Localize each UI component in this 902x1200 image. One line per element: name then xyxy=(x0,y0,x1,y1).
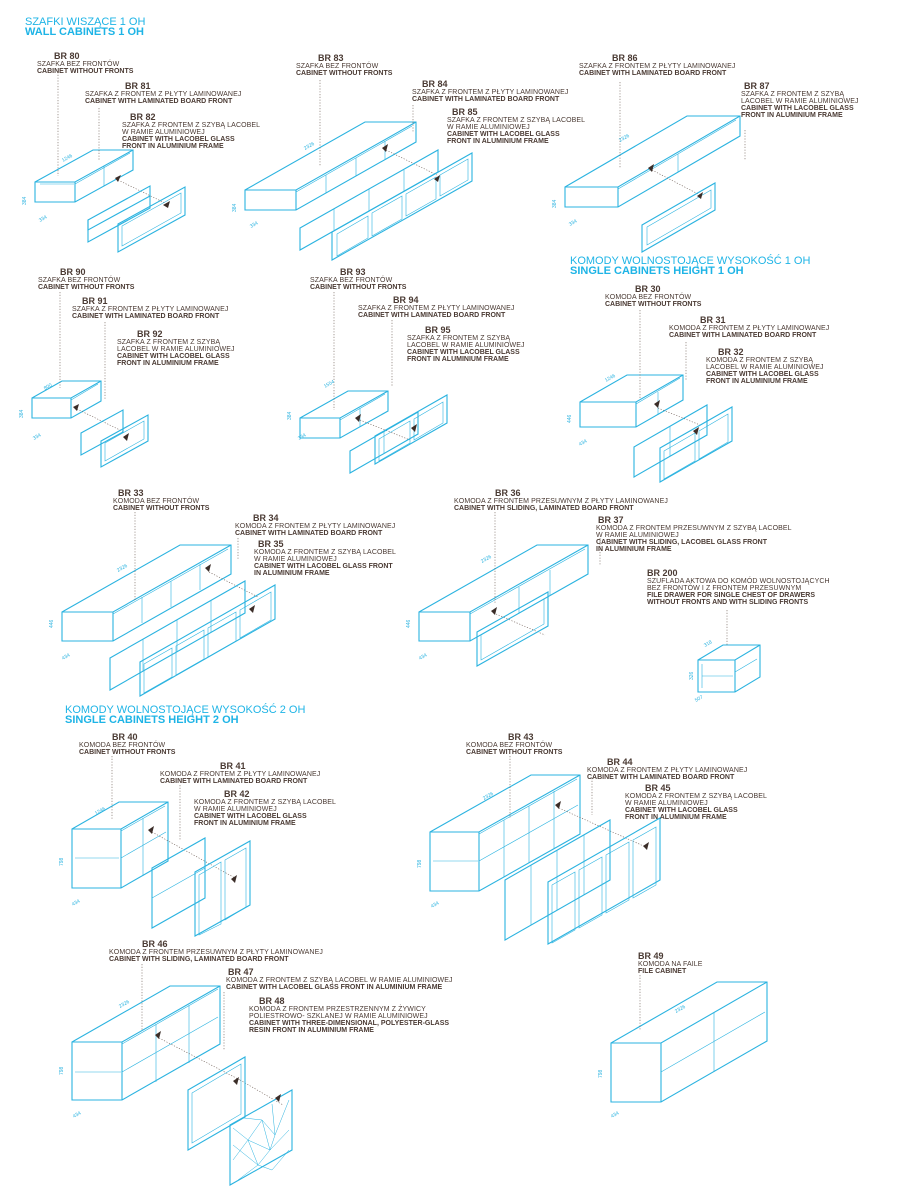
product-code: BR 45 xyxy=(645,783,671,793)
description-pl: KOMODA Z FRONTEM Z SZYBĄ LACOBEL xyxy=(254,549,397,556)
front-br92 xyxy=(101,415,148,467)
description-en: FRONT IN ALUMINIUM FRAME xyxy=(625,814,727,821)
product-code: BR 92 xyxy=(137,329,163,339)
description-pl: LACOBEL W RAMIE ALUMINIOWEJ xyxy=(407,342,525,349)
description-pl: SZAFKA Z FRONTEM Z SZYBĄ LACOBEL xyxy=(122,122,261,129)
front-br84 xyxy=(300,150,438,250)
product-code: BR 85 xyxy=(452,107,478,117)
description-pl: KOMODA Z FRONTEM Z PŁYTY LAMINOWANEJ xyxy=(587,767,748,774)
description-pl: KOMODA Z FRONTEM Z PŁYTY LAMINOWANEJ xyxy=(235,523,396,530)
cabinet-br93 xyxy=(300,292,410,440)
drawer-br200 xyxy=(698,610,760,692)
description-en: CABINET WITH LAMINATED BOARD FRONT xyxy=(587,774,735,781)
front-br45 xyxy=(548,818,660,944)
description-en: FRONT IN ALUMINIUM FRAME xyxy=(407,356,509,363)
description-pl: SZAFKA Z FRONTEM Z SZYBĄ xyxy=(117,339,221,346)
product-code: BR 40 xyxy=(112,732,138,742)
cabinet-br86 xyxy=(565,82,745,207)
description-en: CABINET WITH LACOBEL GLASS xyxy=(117,353,230,360)
description-pl: SZAFKA Z FRONTEM Z PŁYTY LAMINOWANEJ xyxy=(358,305,515,312)
description-en: CABINET WITHOUT FRONTS xyxy=(79,749,176,756)
front-br35 xyxy=(140,585,275,696)
description-pl: LACOBEL W RAMIE ALUMINIOWEJ xyxy=(117,346,235,353)
dimension-label: 334 xyxy=(38,214,49,224)
dimension-label: 434 xyxy=(418,652,429,662)
arrow-icon xyxy=(643,842,649,850)
dimension-label: 798 xyxy=(59,1066,65,1075)
description-en: CABINET WITHOUT FRONTS xyxy=(605,301,702,308)
description-pl: SZAFKA BEZ FRONTÓW xyxy=(310,277,393,284)
description-en: CABINET WITH LAMINATED BOARD FRONT xyxy=(358,312,506,319)
front-br34 xyxy=(110,581,245,690)
dimension-label: 384 xyxy=(232,203,238,212)
description-en: CABINET WITH LACOBEL GLASS xyxy=(625,807,738,814)
description-pl: KOMODA Z FRONTEM PRZESUWNYM Z SZYBĄ LACOBEL xyxy=(596,525,792,532)
dimension-label: 434 xyxy=(61,652,72,662)
product-code: BR 91 xyxy=(82,296,108,306)
dimension-label: 2326 xyxy=(480,553,493,565)
product-code: BR 80 xyxy=(54,51,80,61)
front-br44 xyxy=(505,820,610,940)
dimension-label: 434 xyxy=(430,900,441,910)
front-br85 xyxy=(332,153,472,260)
description-pl: W RAMIE ALUMINIOWEJ xyxy=(625,800,708,807)
arrow-icon xyxy=(654,400,660,408)
product-code: BR 44 xyxy=(607,757,633,767)
section-title-en: WALL CABINETS 1 OH xyxy=(25,26,144,38)
dimension-label: 2326 xyxy=(482,790,495,802)
product-code: BR 87 xyxy=(744,81,770,91)
dimension-label: 446 xyxy=(406,619,412,628)
arrow-icon xyxy=(73,404,79,411)
description-pl: W RAMIE ALUMINIOWEJ xyxy=(122,129,205,136)
description-en: WITHOUT FRONTS AND WITH SLIDING FRONTS xyxy=(647,599,809,606)
description-en: CABINET WITH LAMINATED BOARD FRONT xyxy=(235,530,383,537)
cabinet-br30 xyxy=(580,310,700,427)
cabinet-br36 xyxy=(419,512,600,641)
dimension-label: 384 xyxy=(287,411,293,420)
description-en: CABINET WITH LACOBEL GLASS xyxy=(741,105,854,112)
description-en: CABINET WITHOUT FRONTS xyxy=(113,505,210,512)
section-title-pl: KOMODY WOLNOSTOJĄCE WYSOKOŚĆ 2 OH xyxy=(65,704,306,716)
description-en: IN ALUMINIUM FRAME xyxy=(254,570,330,577)
cabinet-br46 xyxy=(72,964,283,1105)
arrow-icon xyxy=(205,564,211,572)
dimension-label: 318 xyxy=(703,639,714,649)
product-code: BR 86 xyxy=(612,53,638,63)
description-en: CABINET WITH LACOBEL GLASS xyxy=(447,131,560,138)
dimension-label: 384 xyxy=(19,409,25,418)
product-code: BR 46 xyxy=(142,939,168,949)
description-pl: SZAFKA BEZ FRONTÓW xyxy=(296,63,379,70)
description-en: CABINET WITH THREE-DIMENSIONAL, POLYESTER-GLASS xyxy=(249,1020,450,1027)
product-code: BR 47 xyxy=(228,967,254,977)
front-br81 xyxy=(88,186,150,242)
cabinet-br90 xyxy=(32,292,124,432)
description-pl: W RAMIE ALUMINIOWEJ xyxy=(596,532,679,539)
product-code: BR 200 xyxy=(647,568,678,578)
cabinet-br43 xyxy=(430,756,648,891)
description-en: CABINET WITH SLIDING, LAMINATED BOARD FRONT xyxy=(454,505,634,512)
dimension-label: 1246 xyxy=(604,372,617,384)
cabinet-br49 xyxy=(611,975,767,1102)
description-pl: KOMODA Z FRONTEM Z SZYBĄ LACOBEL xyxy=(194,799,337,806)
product-code: BR 49 xyxy=(638,951,664,961)
dimension-label: 326 xyxy=(689,671,695,680)
description-pl: KOMODA BEZ FRONTÓW xyxy=(466,742,553,749)
description-en: FRONT IN ALUMINIUM FRAME xyxy=(117,360,219,367)
description-pl: KOMODA Z FRONTEM Z PŁYTY LAMINOWANEJ xyxy=(669,325,830,332)
description-pl: SZAFKA BEZ FRONTÓW xyxy=(37,61,120,68)
description-pl: KOMODA Z FRONTEM Z SZYBĄ LACOBEL W RAMIE ALUMINIOWEJ xyxy=(226,977,453,984)
description-en: FRONT IN ALUMINIUM FRAME xyxy=(741,112,843,119)
description-en: CABINET WITH LAMINATED BOARD FRONT xyxy=(72,313,220,320)
dimension-label: 434 xyxy=(72,1110,83,1120)
product-code: BR 95 xyxy=(425,325,451,335)
description-en: CABINET WITH LACOBEL GLASS xyxy=(407,349,520,356)
product-code: BR 81 xyxy=(125,81,151,91)
product-code: BR 30 xyxy=(635,284,661,294)
dimension-label: 446 xyxy=(567,414,573,423)
dimension-label: 507 xyxy=(694,694,705,704)
description-en: CABINET WITH LAMINATED BOARD FRONT xyxy=(412,96,560,103)
description-pl: W RAMIE ALUMINIOWEJ xyxy=(194,806,277,813)
description-pl: SZAFKA Z FRONTEM Z SZYBĄ LACOBEL xyxy=(447,117,586,124)
product-code: BR 84 xyxy=(422,79,448,89)
description-pl: SZAFKA Z FRONTEM Z PŁYTY LAMINOWANEJ xyxy=(85,91,242,98)
description-en: CABINET WITHOUT FRONTS xyxy=(37,68,134,75)
dimension-label: 384 xyxy=(22,196,28,205)
dimension-label: 384 xyxy=(552,199,558,208)
description-pl: KOMODA BEZ FRONTÓW xyxy=(113,498,200,505)
product-code: BR 32 xyxy=(718,347,744,357)
product-code: BR 93 xyxy=(340,267,366,277)
description-pl: BEZ FRONTÓW I Z FRONTEM PRZESUWNYM xyxy=(647,585,802,592)
description-en: CABINET WITH LACOBEL GLASS xyxy=(122,136,235,143)
description-en: CABINET WITH LAMINATED BOARD FRONT xyxy=(579,70,727,77)
description-pl: KOMODA Z FRONTEM PRZESTRZENNYM Z ŻYWICY xyxy=(249,1006,426,1013)
dimension-label: 334 xyxy=(249,220,260,230)
arrow-icon xyxy=(123,433,129,441)
cabinet-br33 xyxy=(62,512,258,641)
dimension-label: 798 xyxy=(598,1069,604,1078)
product-code: BR 41 xyxy=(220,761,246,771)
product-code: BR 83 xyxy=(318,53,344,63)
product-code: BR 35 xyxy=(258,539,284,549)
description-en: CABINET WITH LACOBEL GLASS FRONT xyxy=(254,563,393,570)
front-br41 xyxy=(152,838,205,928)
dimension-label: 334 xyxy=(568,218,579,228)
description-pl: W RAMIE ALUMINIOWEJ xyxy=(447,124,530,131)
description-pl: SZAFKA BEZ FRONTÓW xyxy=(38,277,121,284)
cabinet-br83 xyxy=(245,80,437,210)
description-en: CABINET WITHOUT FRONTS xyxy=(38,284,135,291)
product-code: BR 33 xyxy=(118,488,144,498)
description-pl: POLIESTROWO- SZKLANEJ W RAMIE ALUMINIOWEJ xyxy=(249,1013,428,1020)
description-pl: KOMODA BEZ FRONTÓW xyxy=(79,742,166,749)
description-en: CABINET WITHOUT FRONTS xyxy=(310,284,407,291)
description-pl: SZUFLADA AKTOWA DO KOMÓD WOLNOSTOJĄCYCH xyxy=(647,578,830,585)
description-pl: KOMODA Z FRONTEM Z SZYBĄ xyxy=(706,357,814,364)
dimension-label: 2326 xyxy=(618,132,631,144)
description-en: CABINET WITH LACOBEL GLASS xyxy=(706,371,819,378)
description-pl: LACOBEL W RAMIE ALUMINIOWEJ xyxy=(706,364,824,371)
front-br37 xyxy=(477,592,548,666)
description-pl: SZAFKA Z FRONTEM Z SZYBĄ xyxy=(741,91,845,98)
description-pl: SZAFKA Z FRONTEM Z PŁYTY LAMINOWANEJ xyxy=(579,63,736,70)
description-en: FRONT IN ALUMINIUM FRAME xyxy=(447,138,549,145)
product-code: BR 43 xyxy=(508,732,534,742)
section-title-en: SINGLE CABINETS HEIGHT 2 OH xyxy=(65,714,239,726)
description-en: FRONT IN ALUMINIUM FRAME xyxy=(194,820,296,827)
dimension-label: 434 xyxy=(71,898,82,908)
section-title-en: SINGLE CABINETS HEIGHT 1 OH xyxy=(570,265,744,277)
description-pl: KOMODA Z FRONTEM Z SZYBĄ LACOBEL xyxy=(625,793,768,800)
description-en: CABINET WITH LAMINATED BOARD FRONT xyxy=(85,98,233,105)
dimension-label: 334 xyxy=(32,432,43,442)
front-br42 xyxy=(195,841,250,936)
arrow-icon xyxy=(148,826,154,834)
description-pl: LACOBEL W RAMIE ALUMINIOWEJ xyxy=(741,98,859,105)
dimension-label: 1246 xyxy=(61,152,74,164)
dimension-label: 2326 xyxy=(116,562,129,574)
front-br31 xyxy=(634,405,707,477)
cabinet-br80 xyxy=(35,72,165,203)
description-pl: KOMODA Z FRONTEM Z PŁYTY LAMINOWANEJ xyxy=(160,771,321,778)
section-title-pl: KOMODY WOLNOSTOJĄCE WYSOKOŚĆ 1 OH xyxy=(570,255,811,267)
section-title-pl: SZAFKI WISZĄCE 1 OH xyxy=(25,16,146,28)
product-code: BR 82 xyxy=(130,112,156,122)
arrow-icon xyxy=(163,201,170,208)
dimension-label: 2326 xyxy=(118,998,131,1010)
product-code: BR 42 xyxy=(224,789,250,799)
product-code: BR 36 xyxy=(495,488,521,498)
description-en: FRONT IN ALUMINIUM FRAME xyxy=(122,143,224,150)
description-pl: KOMODA Z FRONTEM PRZESUWNYM Z PŁYTY LAMINOWANEJ xyxy=(454,498,668,505)
product-code: BR 31 xyxy=(700,315,726,325)
arrow-icon xyxy=(434,175,440,182)
description-en: CABINET WITH LACOBEL GLASS FRONT IN ALUMINIUM FRAME xyxy=(226,984,443,991)
dimension-label: 1554 xyxy=(323,378,336,390)
description-pl: W RAMIE ALUMINIOWEJ xyxy=(254,556,337,563)
arrow-icon xyxy=(555,801,561,809)
arrow-icon xyxy=(231,875,237,883)
arrow-icon xyxy=(115,175,121,182)
product-code: BR 48 xyxy=(259,996,285,1006)
dimension-label: 2326 xyxy=(674,1003,687,1015)
arrow-icon xyxy=(249,605,255,613)
description-en: FRONT IN ALUMINIUM FRAME xyxy=(706,378,808,385)
description-en: IN ALUMINIUM FRAME xyxy=(596,546,672,553)
product-code: BR 37 xyxy=(598,515,624,525)
description-en: FILE CABINET xyxy=(638,968,687,975)
description-en: CABINET WITH LACOBEL GLASS xyxy=(194,813,307,820)
description-en: CABINET WITHOUT FRONTS xyxy=(296,70,393,77)
description-en: FILE DRAWER FOR SINGLE CHEST OF DRAWERS xyxy=(647,592,816,599)
description-pl: SZAFKA Z FRONTEM Z PŁYTY LAMINOWANEJ xyxy=(72,306,229,313)
description-pl: SZAFKA Z FRONTEM Z SZYBĄ xyxy=(407,335,511,342)
product-code: BR 34 xyxy=(253,513,279,523)
description-pl: SZAFKA Z FRONTEM Z PŁYTY LAMINOWANEJ xyxy=(412,89,569,96)
front-br87 xyxy=(642,183,715,252)
product-code: BR 94 xyxy=(393,295,419,305)
description-pl: KOMODA BEZ FRONTÓW xyxy=(605,294,692,301)
description-en: CABINET WITHOUT FRONTS xyxy=(466,749,563,756)
product-code: BR 90 xyxy=(60,267,86,277)
front-br47 xyxy=(188,1057,245,1150)
front-br95 xyxy=(375,395,447,464)
dimension-label: 334 xyxy=(297,432,308,442)
description-en: RESIN FRONT IN ALUMINIUM FRAME xyxy=(249,1027,374,1034)
front-br48 xyxy=(230,1090,292,1185)
dimension-label: 2326 xyxy=(303,140,316,152)
dimension-label: 1246 xyxy=(94,805,107,817)
front-br32 xyxy=(660,407,732,482)
arrow-icon xyxy=(275,1094,281,1102)
dimension-label: 446 xyxy=(49,619,55,628)
description-pl: KOMODA Z FRONTEM PRZESUWNYM Z PŁYTY LAMINOWANEJ xyxy=(109,949,323,956)
dimension-label: 800 xyxy=(43,382,54,392)
description-en: CABINET WITH LAMINATED BOARD FRONT xyxy=(160,778,308,785)
description-en: CABINET WITH SLIDING, LACOBEL GLASS FRONT xyxy=(596,539,767,546)
dimension-label: 434 xyxy=(610,1110,621,1120)
description-en: CABINET WITH SLIDING, LAMINATED BOARD FRONT xyxy=(109,956,289,963)
dimension-label: 798 xyxy=(417,859,423,868)
description-pl: KOMODA NA FAILE xyxy=(638,961,703,968)
dimension-label: 434 xyxy=(578,438,589,448)
description-en: CABINET WITH LAMINATED BOARD FRONT xyxy=(669,332,817,339)
dimension-label: 798 xyxy=(59,857,65,866)
